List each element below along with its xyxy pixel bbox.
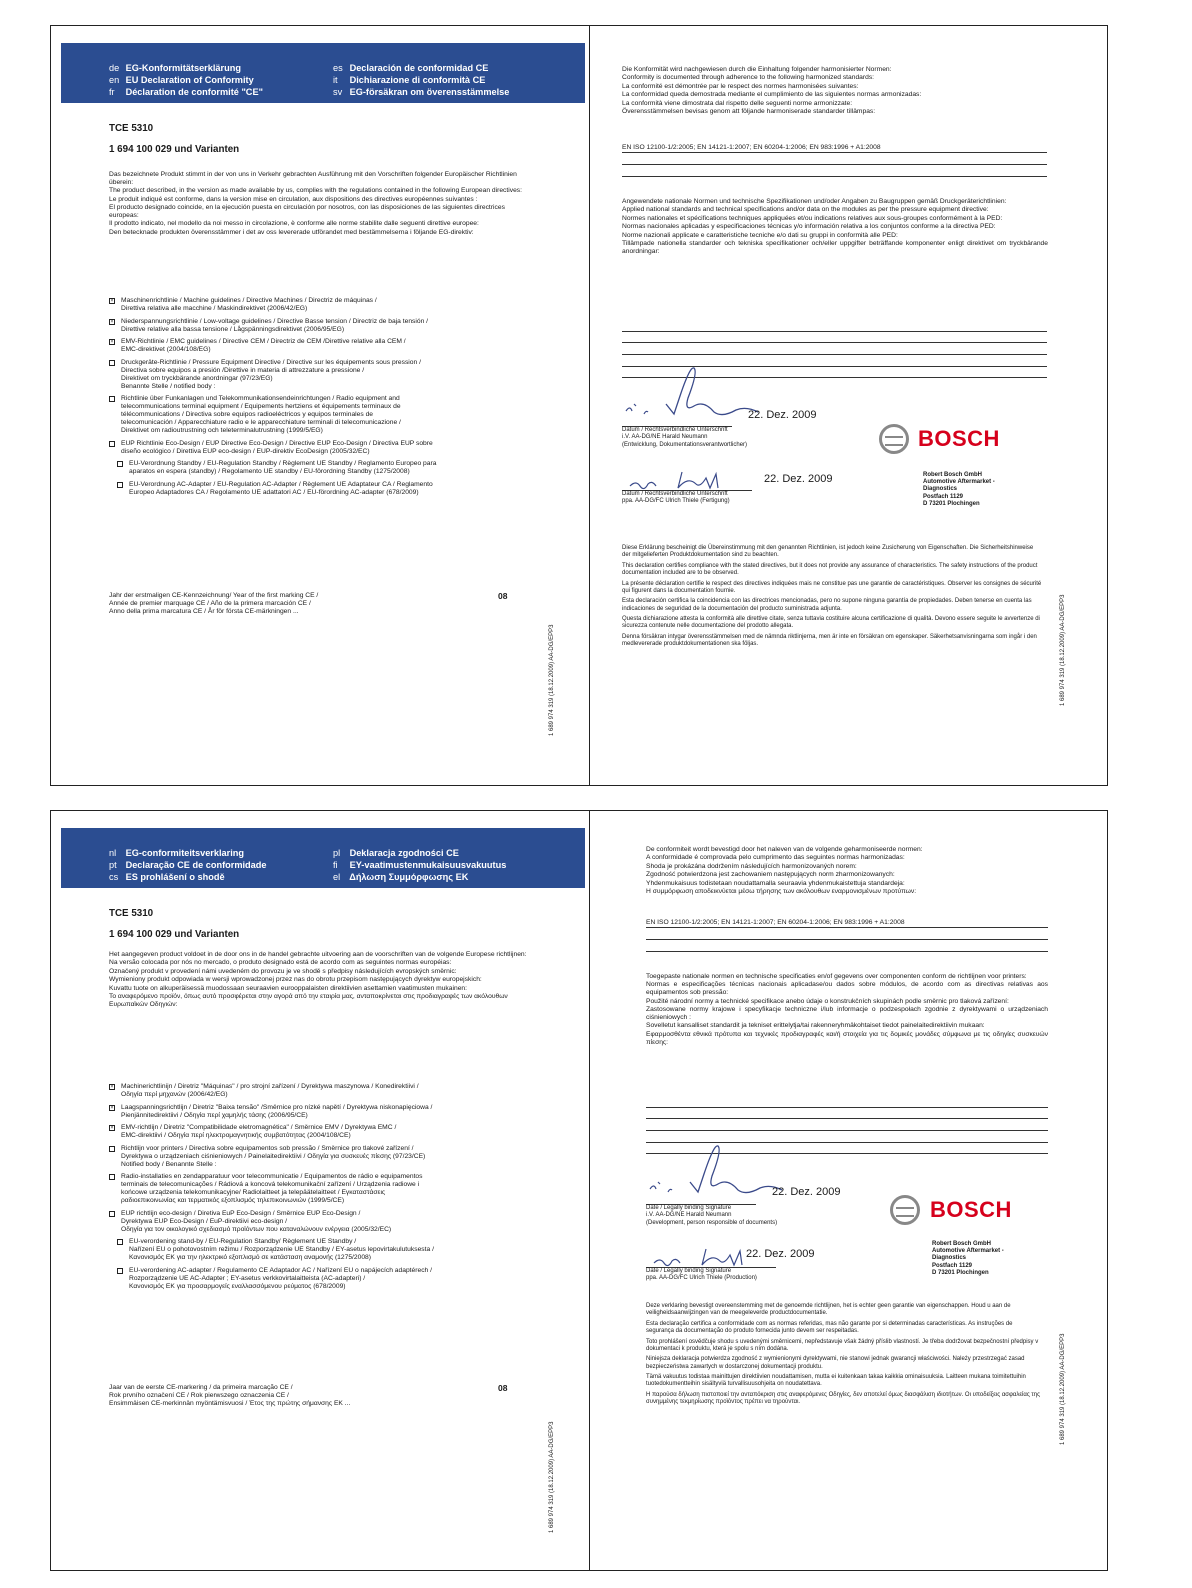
company-address: Robert Bosch GmbH Automotive Aftermarket - Diagnostics Postfach 1129 D 73201 Plochingen [932, 1241, 1004, 1276]
directive-line: Pienjännitedirektiivi / Οδηγία περί χαμηλής τάσης (2006/95/CE) [121, 1111, 308, 1119]
unchecked-box-icon [109, 1211, 115, 1217]
directive-item [109, 338, 549, 354]
signature-date: 22. Dez. 2009 [772, 1186, 841, 1198]
product-title: TCE 5310 [109, 123, 154, 134]
directive-list [109, 297, 549, 501]
fill-line [622, 152, 1047, 153]
national-standards-text: Toegepaste nationale normen en technische specificaties en/of gegevens over componenten conform de richtlijnen voor printers: Normas e especificações técnicas nacionais aplicadase/ou dados sobre módulos, de acordo com as directivas relativas aos equipamentos sob pressão: Použité národní normy a technické specifikace anebo údaje o konstrukčních skupinách podle směrnic pro tlaková zařízení: Zastosowane normy krajowe i specyfikacje techniczne i/lub informacje o podzespołach zgodnie z dyrektywami o urządzeniach ciśnieniowych : Sovelletut kansalliset standardit ja tekniset erittelytja/tai rakenneryhmäkohtaiset tiedot painelaitedirektiivin mukaan: Εφαρμοσθέντα εθνικά πρότυπα και τεχνικές προδιαγραφές και/ή στοιχεία για τις δομικές μονάδες σύμφωνα με τις οδηγίες συσκευών πίεσης: [646, 973, 1048, 1046]
intro-paragraph: Het aangegeven product voldoet in de door ons in de handel gebrachte uitvoering aan de voorschriften van de volgende Europese richtlijnen: [109, 951, 527, 958]
right-page [590, 811, 1107, 1570]
directive-line: diseño ecológico / Direttiva EUP eco-design / EUP-direktiv EcoDesign (2005/32/EC) [121, 447, 370, 455]
unchecked-box-icon [109, 441, 115, 447]
directive-line: Europeo Adaptadores CA / Regolamento UE adattatori AC / EU-förordning AC-adapter (678/2009) [129, 488, 419, 496]
document-code: 1 689 974 319 (18.12.2009) AA-DG/EPP3 [1060, 594, 1066, 706]
signature-caption: Datum / Rechtsverbindliche Unterschrift i.V. AA-DG/NE Harald Neumann (Entwicklung, Dokumentationsverantwortlicher) [622, 427, 748, 448]
banner-line: fi EY-vaatimustenmukaisuusvakuutus [333, 859, 507, 870]
checked-box-icon: × [110, 318, 114, 325]
intro-paragraph: Le produit indiqué est conforme, dans la version mise en circulation, aux dispositions des directives européennes suivantes : [109, 195, 478, 203]
product-subtitle: 1 694 100 029 und Varianten [109, 929, 240, 940]
directive-line: Druckgeräte-Richtlinie / Pressure Equipment Directive / Directive sur les équipements sous pression / [121, 358, 421, 366]
directive-line: EU-verordening AC-adapter / Regulamento CE Adaptador AC / Nařízení EU o napájecích adaptérech / [129, 1266, 432, 1274]
fill-line [622, 342, 1047, 343]
directive-line: Dyrektywa EUP Eco-Design / EuP-direktiivi eco-design / [121, 1217, 288, 1225]
directive-item [109, 1173, 549, 1205]
intro-paragraph: Označený produkt v provedení námi uvedeném do provozu je ve shodě s předpisy následujících evropských směrnic: [109, 967, 457, 975]
banner-line: es Declaración de conformidad CE [333, 63, 489, 73]
banner-line: fr Déclaration de conformité "CE" [109, 86, 263, 97]
document-code: 1 689 974 319 (18.12.2009) AA-DG/EPP3 [549, 1421, 555, 1533]
first-marking-year: 08 [498, 1383, 508, 1393]
directive-line: Οδηγία περί μηχανών (2006/42/EG) [121, 1091, 228, 1098]
fill-line [646, 927, 1048, 928]
directive-item [109, 1083, 549, 1099]
fill-line [646, 951, 1048, 952]
unchecked-box-icon [117, 461, 123, 467]
directive-line: EU-Verordnung AC-Adapter / EU-Regulation AC-Adapter / Règlement UE Adaptateur CA / Reglamento [129, 480, 433, 488]
bosch-armature-logo-icon [890, 1195, 920, 1225]
unchecked-box-icon [109, 1174, 115, 1180]
signature-caption: Date / Legally binding Signature ppa. AA-DG/FC Ulrich Thiele (Production) [646, 1268, 757, 1282]
first-marking-text: Jahr der erstmaligen CE-Kennzeichnung/ Year of the first marking CE / Année de premier marquage CE / Año de la primera marcación CE / Anno della prima marcatura CE / År för första CE-märkningen ... [109, 592, 319, 615]
directive-item [117, 460, 549, 476]
banner-line: sv EG-försäkran om överensstämmelse [333, 86, 510, 97]
banner-line: nl EG-conformiteitsverklaring [109, 848, 245, 858]
directive-item [109, 1210, 549, 1234]
intro-paragraph: El producto designado coincide, en la ejecución puesta en circulación por nosotros, con las disposiciones de las siguientes directrices europeas: [109, 204, 505, 220]
signature-caption: Datum / Rechtsverbindliche Unterschrift ppa. AA-DG/FC Ulrich Thiele (Fertigung) [622, 491, 730, 505]
directive-line: Notified body / Benannte Stelle : [121, 1160, 217, 1168]
directive-item [109, 440, 549, 456]
directive-line: telecommunications terminal equipment / Equipements hertziens et équipements terminaux de [121, 403, 401, 410]
directive-line: końcowe urządzenia telekomunikacyjne/ Radiolaitteet ja telepäätelaitteet / Εγκαταστάσεις [121, 1189, 386, 1196]
checked-box-icon: × [110, 1125, 114, 1131]
directive-item [109, 1124, 549, 1140]
directive-line: Radio-installaties en zendapparatuur voor telecommunicatie / Equipamentos de rádio e equipamentos [121, 1173, 423, 1180]
intro-paragraph: Na versão colocada por nós no mercado, o produto designado está de acordo com as seguintes normas européias: [109, 959, 452, 967]
signature-date: 22. Dez. 2009 [746, 1248, 815, 1260]
intro-text [109, 951, 535, 1009]
directive-line: Direttiva relativa alle macchine / Maskindirektivet (2006/42/EG) [121, 305, 308, 312]
fill-line [622, 331, 1047, 332]
standards-intro: De conformiteit wordt bevestigd door het naleven van de volgende geharmoniseerde normen: A conformidade é comprovada pelo cumprimento das seguintes normas harmonizadas: Shoda je prokázána dodržením následujících harmonizovaných norem: Zgodność potwierdzona jest zachowaniem następujących norm zharmonizowanych: Yhdenmukaisuus todistetaan noudattamalla seuraavia yhdenmukaistettuja standardeja: Η συμμόρφωση αποδεικνύεται μέσω τήρησης των ακόλουθων εναρμονισμένων προτύπων: [646, 846, 923, 896]
bosch-wordmark: BOSCH [918, 426, 1000, 451]
signature-date: 22. Dez. 2009 [748, 409, 817, 421]
checked-box-icon: × [110, 298, 114, 304]
unchecked-box-icon [117, 482, 123, 488]
intro-paragraph: Das bezeichnete Produkt stimmt in der von uns in Verkehr gebrachten Ausführung mit den Vorschriften folgender Europäischer Richtlinien überein: [109, 171, 517, 186]
bosch-wordmark: BOSCH [930, 1197, 1012, 1222]
document-code: 1 689 974 319 (18.12.2009) AA-DG/EPP3 [549, 624, 555, 736]
left-page [51, 26, 589, 785]
harmonized-standards: EN ISO 12100-1/2:2005; EN 14121-1:2007; EN 60204-1:2006; EN 983:1996 + A1:2008 [646, 919, 905, 926]
directive-line: EMC-direktivet (2004/108/EG) [121, 346, 211, 353]
disclaimer-text: Deze verklaring bevestigt overeenstemming met de genoemde richtlijnen, het is echter geen garantie van eigenschappen. Houd u aan de veiligheidsaanwijzingen van de meegeleverde productdocumentatie. Esta declaração certifica a conformidade com as normas referidas, mas não garante por si determinadas características. As instruções de segurança da documentação do produto fornecida junto devem ser respeitadas. Toto prohlášení osvědčuje shodu s uvedenými směrnicemi, nepředstavuje však žádný příslib vlastností. Je třeba dodržovat bezpečnostní předpisy v dokumentaci k produktu, která je spolu s ním dodána. Niniejsza deklaracja potwierdza zgodność z wymienionymi dyrektywami, nie stanowi jednak gwarancji właściwości. Należy przestrzegać zasad bezpieczeństwa zawartych w dostarczonej dokumentacji produktu. Tämä vakuutus todistaa mainittujen direktiivien noudattamisen, mutta ei kuitenkaan takaa kaikkia ominaisuuksia. Laitteen mukana toimitettuihin tuotedokumentteihin sisältyviä turvallisuusohjeita on noudatettava. Η παρούσα δήλωση πιστοποιεί την ανταπόκριση στις αναφερόμενες Οδηγίες, δεν αποτελεί όμως διασφάλιση ιδιοτήτων. Οι υποδείξεις ασφαλείας της συνημμένης τεκμηρίωσης προϊόντος πρέπει να τηρούνται. [646, 1303, 1041, 1406]
national-standards-text: Angewendete nationale Normen und technische Spezifikationen und/oder Angaben zu Baugruppen gemäß Druckgeräterichtlinien: Applied national standards and technical specifications and/or data on the modules as per the pressure equipment directive: Normes nationales et spécifications techniques appliquées et/ou indications relatives aux sous-groupes conformément à la PED: Normas nacionales aplicadas y especificaciones técnicas y/o información relativa a los conjuntos conforme a la directiva PED: Norme nazionali applicate e caratteristiche tecniche e/o dati su gruppi in conformità alle PED: Tillämpade nationella standarder och tekniska specifikationer och/eller uppgifter beträffande komponenter enligt direktivet om tryckbärande anordningar: [622, 198, 1048, 255]
directive-line: Οδηγία για τον οικολογικό σχεδιασμό προϊόντων που καταναλώνουν ενέργεια (2005/32/EC) [121, 1225, 392, 1233]
directive-item [117, 481, 549, 497]
left-page [51, 811, 589, 1570]
directive-line: ραδιοεπικοινωνίας και τερματικός εξοπλισμός τηλεπικοινωνιών (1999/5/CE) [121, 1197, 345, 1204]
directive-line: Machinerichtlinijn / Diretriz "Máquinas" / pro strojní zařízení / Dyrektywa maszynowa / Konedirektiivi / [121, 1083, 419, 1090]
directive-line: Dyrektywa o urządzeniach ciśnieniowych / Painelaitedirektiivi / Οδηγία για συσκευές πίεσης (97/23/CE) [121, 1152, 426, 1160]
first-marking-year: 08 [498, 591, 508, 601]
intro-text [109, 171, 535, 237]
banner-line: el Δήλωση Συμμόρφωσης ΕΚ [333, 871, 469, 882]
declaration-spread-1 [50, 25, 1108, 786]
directive-line: télécommunications / Directiva sobre equipos radioeléctricos y equipos terminales de [121, 411, 374, 418]
directive-list [109, 1083, 549, 1295]
directive-line: Rozporządzenie UE AC-Adapter ; EY-asetus verkkovirtalaitteista (AC-adapteri) / [129, 1274, 366, 1282]
unchecked-box-icon [117, 1239, 123, 1245]
fill-line [622, 354, 1047, 355]
directive-line: telecomunicación / Apparecchiature radio e le apparecchiature terminali di telecomunicazione / [121, 419, 401, 426]
language-banner [61, 43, 585, 103]
checked-box-icon: × [110, 339, 114, 345]
harmonized-standards: EN ISO 12100-1/2:2005; EN 14121-1:2007; EN 60204-1:2006; EN 983:1996 + A1:2008 [622, 144, 881, 151]
signature-caption: Date / Legally binding Signature i.V. AA-DG/NE Harald Neumann (Development, person responsible of documents) [646, 1205, 778, 1226]
directive-item [117, 1238, 549, 1262]
signature-date: 22. Dez. 2009 [764, 473, 833, 485]
directive-item [109, 395, 549, 435]
directive-line: aparatos en espera (standby) / Regolamento UE standby / EU-förordning Standby (1275/2008) [129, 468, 410, 475]
product-subtitle: 1 694 100 029 und Varianten [109, 144, 240, 155]
product-title: TCE 5310 [109, 908, 154, 919]
checked-box-icon: × [110, 1084, 114, 1090]
disclaimer-text: Diese Erklärung bescheinigt die Übereinstimmung mit den genannten Richtlinien, ist jedoch keine Zusicherung von Eigenschaften. Die Sicherheitshinweise der mitgelieferten Produktdokumentation sind zu beachten. This declaration certifies compliance with the stated directives, but it does not provide any assurance of characteristics. The safety instructions of the product documentation included are to be observed. La présente déclaration certifie le respect des directives indiquées mais ne constitue pas une garantie de caractéristiques. Observer les consignes de sécurité qui figurent dans la documentation fournie. Esta declaración certifica la coincidencia con las directrices mencionadas, pero no supone ninguna garantía de propiedades. Deben tenerse en cuenta las indicaciones de seguridad de la documentación del producto suministrada adjunta. Questa dichiarazione attesta la conformità alle direttive citate, senza tuttavia costituire alcuna certificazione di qualità. Devono essere seguite le avvertenze di sicurezza contenute nelle documentazione del prodotto allegata. Denna försäkran intygar överensstämmelsen med de nämnda riktlinjerna, men är inte en försäkran om egenskaper. Säkerhetsanvisningarna som ingår i den medlevererade produktdokumentationen ska följas. [622, 545, 1042, 648]
right-page [590, 26, 1107, 785]
fill-line [646, 1118, 1048, 1119]
fill-line [622, 164, 1047, 165]
directive-line: Richtlijn voor printers / Directiva sobre equipamentos sob pressão / Směrnice pro tlakové zařízení / [121, 1144, 414, 1152]
intro-paragraph: Kuvattu tuote on alkuperäisessä muodossaan seuraavien eurooppalaisten direktiivien asettamien vaatimusten mukainen: [109, 984, 467, 992]
company-address: Robert Bosch GmbH Automotive Aftermarket - Diagnostics Postfach 1129 D 73201 Plochingen [923, 472, 995, 507]
banner-line: pl Deklaracja zgodności CE [333, 848, 459, 858]
intro-paragraph: Wymieniony produkt odpowiada w wersji wprowadzonej przez nas do obrotu przepisom następujących dyrektyw europejskich: [109, 976, 482, 984]
directive-line: Nařízení EU o pohotovostním režimu / Rozporządzenie UE Standby / EY-asetus lepovirtakulutuksesta / [129, 1246, 434, 1253]
fill-line [646, 1107, 1048, 1108]
directive-line: EUP richtlijn eco-design / Diretiva EuP Eco-Design / Směrnice EUP Eco-Design / [121, 1209, 361, 1217]
directive-item [109, 359, 549, 391]
directive-line: EMV-Richtlinie / EMC guidelines / Directive CEM / Directriz de CEM /Direttive relative alla CEM / [121, 338, 406, 345]
directive-line: Direttive relative alla bassa tensione / Lågspänningsdirektivet (2006/95/EG) [121, 325, 345, 333]
document-code: 1 689 974 319 (18.12.2009) AA-DG/EPP3 [1060, 1333, 1066, 1445]
directive-line: terminais de telecomunicações / Rádiová a koncová telekomunikační zařízení / Urządzenia radiowe i [121, 1181, 420, 1188]
directive-item [109, 1145, 549, 1169]
directive-line: Directiva sobre equipos a presión /Direttive in materia di attrezzature a pressione / [121, 366, 365, 374]
directive-line: EMV-richtlijn / Diretriz "Compatibilidade eletromagnética" / Směrnice EMV / Dyrektywa EMC / [121, 1124, 397, 1131]
intro-paragraph: Το αναφερόμενο προϊόν, όπως αυτό προσφέρεται στην αγορά από την εταιρία μας, ανταποκρίνεται στις προδιαγραφές των ακόλουθων Ευρωπαϊκών Οδηγιών: [109, 993, 508, 1008]
banner-line: it Dichiarazione di conformità CE [333, 74, 486, 85]
directive-line: EU-Verordnung Standby / EU-Regulation Standby / Règlement UE Standby / Reglamento Europeo para [129, 460, 437, 467]
standards-intro: Die Konformität wird nachgewiesen durch die Einhaltung folgender harmonisierter Normen: Conformity is documented through adherence to the following harmonized standards: La conformité est démontrée par le respect des normes harmonisées suivantes: La conformidad queda demostrada mediante el cumplimiento de las siguientes normas armonizadas: La conformità viene dimostrata dal rispetto delle seguenti norme armonizzate: Överensstämmelsen bevisas genom att följande harmoniserade standarder tillämpas: [622, 66, 922, 116]
language-banner [61, 828, 585, 888]
directive-line: Laagspanningsrichtlijn / Diretriz "Baixa tensão" /Směrnice pro nízké napětí / Dyrektywa niskonapięciowa / [121, 1103, 433, 1111]
directive-line: Richtlinie über Funkanlagen und Telekommunikationsendeinrichtungen / Radio equipment and [121, 395, 400, 402]
checked-box-icon: × [110, 1104, 114, 1111]
directive-line: Direktivet om radioutrustning och teleterminalutrustning (1999/5/EG) [121, 427, 323, 434]
directive-line: Maschinenrichtlinie / Machine guidelines / Directive Machines / Directriz de máquinas / [121, 297, 377, 304]
banner-line: cs ES prohlášení o shodě [109, 871, 225, 882]
intro-paragraph: The product described, in the version as made available by us, complies with the regulations contained in the following European directives: [109, 187, 523, 195]
fill-line [646, 1130, 1048, 1131]
directive-item [109, 297, 549, 313]
unchecked-box-icon [109, 360, 115, 366]
directive-line: EU-verordening stand-by / EU-Regulation Standby/ Règlement UE Standby / [129, 1238, 357, 1245]
bosch-armature-logo-icon [879, 424, 909, 454]
banner-line: pt Declaração CE de conformidade [109, 859, 267, 870]
first-marking-text: Jaar van de eerste CE-markering / da primeira marcação CE / Rok prvního označení CE / Rok pierwszego oznaczenia CE / Ensimmäisen CE-merkinnän myöntämisvuosi / Έτος της πρώτης σήμανσης ΕΚ ... [109, 1384, 351, 1407]
fill-line [622, 176, 1047, 177]
unchecked-box-icon [109, 396, 115, 402]
directive-line: Benannte Stelle / notified body : [121, 382, 216, 390]
fill-line [646, 939, 1048, 940]
directive-line: Κανονισμός ΕΚ για προσαρμογείς εναλλασσόμενου ρεύματος (678/2009) [129, 1282, 346, 1290]
banner-line: en EU Declaration of Conformity [109, 74, 254, 85]
directive-line: EMC-direktiivi / Οδηγία περί ηλεκτρομαγνητικής συμβατότητας (2004/108/CE) [121, 1132, 351, 1139]
unchecked-box-icon [109, 1146, 115, 1152]
directive-line: Κανονισμός ΕΚ για την ηλεκτρικό εξοπλισμό σε κατάσταση αναμονής (1275/2008) [129, 1254, 372, 1261]
declaration-spread-2 [50, 810, 1108, 1571]
directive-item [109, 1104, 549, 1120]
directive-line: Niederspannungsrichtlinie / Low-voltage guidelines / Directive Basse tension / Directriz de baja tensión / [121, 317, 429, 325]
directive-line: EUP Richtlinie Eco-Design / EUP Directive Eco-Design / Directive EUP Eco-Design / Directiva EUP sobre [121, 439, 433, 447]
unchecked-box-icon [117, 1268, 123, 1274]
intro-paragraph: Il prodotto indicato, nel modello da noi messo in circolazione, è conforme alle norme stabilite dalle seguenti direttive europee: [109, 220, 479, 228]
directive-line: Direktivet om tryckbärande anordningar (97/23/EG) [121, 374, 273, 382]
intro-paragraph: Den betecknade produkten överensstämmer i det av oss levererade utförandet med bestämmelserna i följande EG-direktiv: [109, 228, 474, 236]
directive-item [117, 1267, 549, 1291]
directive-item [109, 318, 549, 334]
banner-line: de EG-Konformitätserklärung [109, 63, 241, 73]
